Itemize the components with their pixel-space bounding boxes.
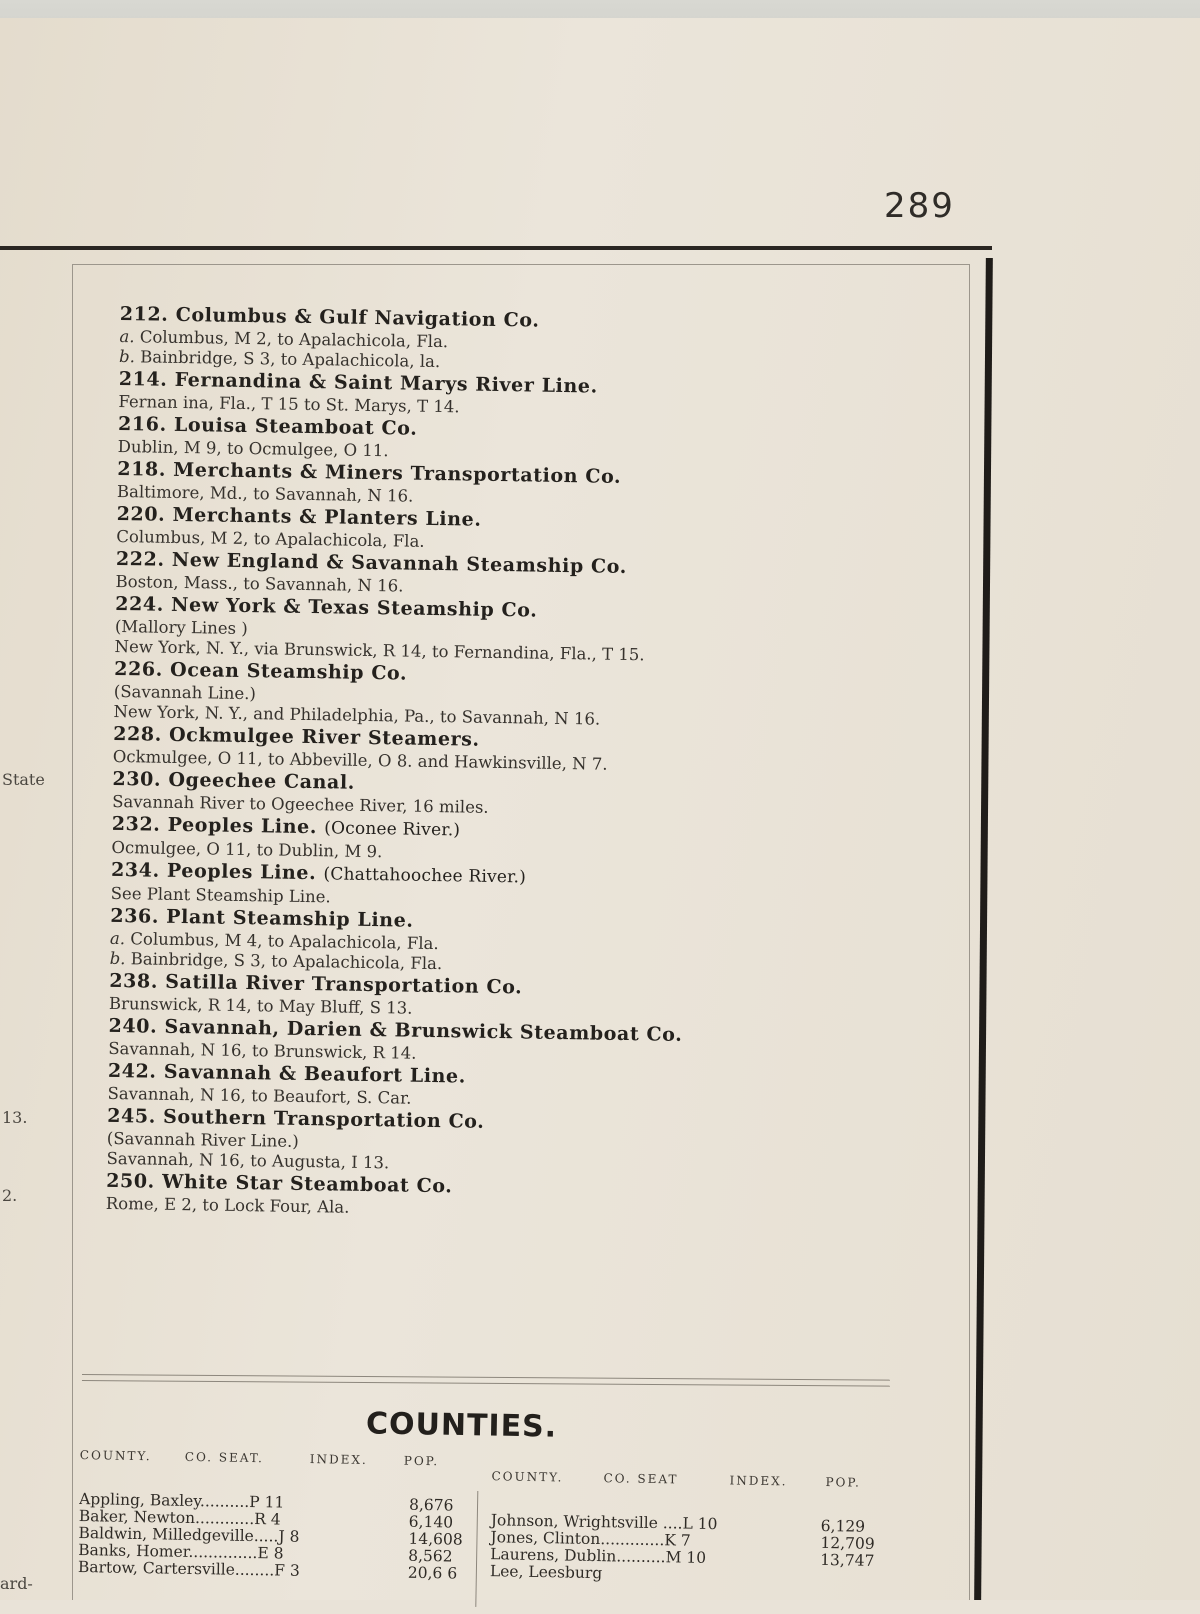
header-county: COUNTY. [491,1469,564,1485]
route-text: Ocmulgee, O 11, to Dublin, M 9. [111,837,383,862]
entry-number: 222. [115,547,165,571]
header-pop: POP. [403,1453,440,1469]
entry-name: Satilla River Transportation Co. [165,970,523,999]
entry-name: Columbus & Gulf Navigation Co. [175,303,540,332]
entry-name: Ockmulgee River Steamers. [168,723,480,751]
transport-lines-list [106,302,960,1227]
entry-name: Merchants & Planters Line. [172,503,482,531]
entry-number: 214. [118,367,168,391]
route-letter: a. [109,928,126,949]
entry-number: 218. [117,457,167,481]
header-county: COUNTY. [79,1448,152,1464]
county-pop: 6,140 [408,1512,454,1532]
county-pop: 14,608 [408,1529,463,1549]
county-pop: 8,562 [408,1546,453,1566]
route-text: (Mallory Lines ) [114,616,248,639]
entry-name: New York & Texas Steamship Co. [170,593,538,622]
route-text: Dublin, M 9, to Ocmulgee, O 11. [117,436,389,461]
entry-number: 216. [117,412,167,436]
county-pop: 6,129 [820,1516,866,1536]
county-entry: Baker, Newton............R 4 [78,1506,281,1529]
county-entry: Appling, Baxley..........P 11 [78,1489,285,1512]
route-text: Savannah, N 16, to Brunswick, R 14. [108,1038,417,1063]
header-index: INDEX. [309,1452,368,1468]
entry-number: 230. [112,767,162,791]
header-index: INDEX. [729,1473,788,1489]
county-entry: Lee, Leesburg [489,1562,603,1583]
county-pop: 20,6 6 [407,1563,458,1583]
entry-name: New England & Savannah Steamship Co. [171,548,628,578]
entry-number: 238. [109,969,159,993]
route-text: (Savannah Line.) [113,681,257,704]
entry-number: 212. [119,302,169,326]
top-rule [0,246,992,250]
route-letter: b. [109,948,126,969]
entry-name: Savannah, Darien & Brunswick Steamboat Co. [164,1015,683,1046]
route-text: Bainbridge, S 3, to Apalachicola, la. [140,347,441,372]
entry-name: Louisa Steamboat Co. [173,413,418,440]
entry-number: 232. [111,812,161,836]
county-pop: 8,676 [408,1495,454,1515]
entry-name: Peoples Line. [167,813,318,839]
entry-number: 224. [115,592,165,616]
column-divider [475,1491,478,1611]
route-text: Columbus, M 4, to Apalachicola, Fla. [130,929,439,954]
entry-name: Fernandina & Saint Marys River Line. [174,368,598,398]
entry-note: (Chattahoochee River.) [323,864,527,888]
entry-number: 234. [110,858,160,882]
route-text: Savannah, N 16, to Augusta, I 13. [106,1148,390,1173]
counties-heading: COUNTIES. [365,1406,558,1445]
route-letter: b. [118,346,136,367]
margin-fragment: 2. [2,1186,18,1205]
entry-name: Peoples Line. [166,859,317,885]
route-text: See Plant Steamship Line. [110,883,331,907]
entry-number: 226. [114,657,164,681]
route-text: Boston, Mass., to Savannah, N 16. [115,571,404,596]
county-pop: 13,747 [820,1550,875,1570]
entry-number: 245. [107,1104,157,1128]
route-text: Columbus, M 2, to Apalachicola, Fla. [139,327,449,352]
margin-fragment: State [2,770,45,789]
entry-name: White Star Steamboat Co. [161,1170,453,1198]
county-entry: Baldwin, Milledgeville.....J 8 [78,1523,300,1546]
route-text: Fernan ina, Fla., T 15 to St. Marys, T 14. [118,391,460,417]
entry-number: 242. [107,1059,157,1083]
route-text: Bainbridge, S 3, to Apalachicola, Fla. [130,949,443,974]
county-entry: Jones, Clinton.............K 7 [490,1528,691,1550]
route-text: Ockmulgee, O 11, to Abbeville, O 8. and Hawkinsville, N 7. [112,746,608,774]
route-text: New York, N. Y., via Brunswick, R 14, to Fernandina, Fla., T 15. [114,636,645,665]
header-seat: CO. SEAT [603,1471,679,1487]
county-entry: Bartow, Cartersville........F 3 [77,1557,300,1580]
entry-number: 240. [108,1014,158,1038]
entry-name: Merchants & Miners Transportation Co. [173,458,622,488]
entry-note: (Oconee River.) [324,818,461,841]
entry-number: 228. [113,722,163,746]
entry-name: Ogeechee Canal. [168,768,356,794]
margin-fragment: 13. [2,1108,28,1127]
header-seat: CO. SEAT. [184,1449,264,1466]
county-entry: Laurens, Dublin..........M 10 [490,1545,707,1567]
entry-number: 250. [106,1169,156,1193]
route-letter: a. [119,326,135,347]
entry-name: Savannah & Beaufort Line. [163,1060,467,1088]
route-text: Columbus, M 2, to Apalachicola, Fla. [116,526,425,551]
entry-name: Plant Steamship Line. [166,905,414,932]
route-text: (Savannah River Line.) [106,1128,299,1151]
page-number: 289 [884,186,955,226]
route-text: Savannah River to Ogeechee River, 16 miles. [112,791,489,817]
route-text: New York, N. Y., and Philadelphia, Pa., to Savannah, N 16. [113,701,601,729]
route-text: Rome, E 2, to Lock Four, Ala. [105,1193,350,1217]
margin-fragment: ard- [0,1574,33,1593]
county-entry: Banks, Homer..............E 8 [78,1540,284,1563]
entry-name: Ocean Steamship Co. [169,658,408,685]
counties-table [77,1448,900,1614]
entry-name: Southern Transportation Co. [162,1105,485,1133]
route-text: Baltimore, Md., to Savannah, N 16. [116,481,414,506]
route-text: Brunswick, R 14, to May Bluff, S 13. [108,993,413,1018]
route-text: Savannah, N 16, to Beaufort, S. Car. [107,1083,412,1108]
entry-number: 220. [116,502,166,526]
header-pop: POP. [825,1475,862,1490]
entry-number: 236. [110,904,160,928]
county-entry: Johnson, Wrightsville ....L 10 [490,1511,718,1534]
county-pop: 12,709 [820,1533,875,1553]
